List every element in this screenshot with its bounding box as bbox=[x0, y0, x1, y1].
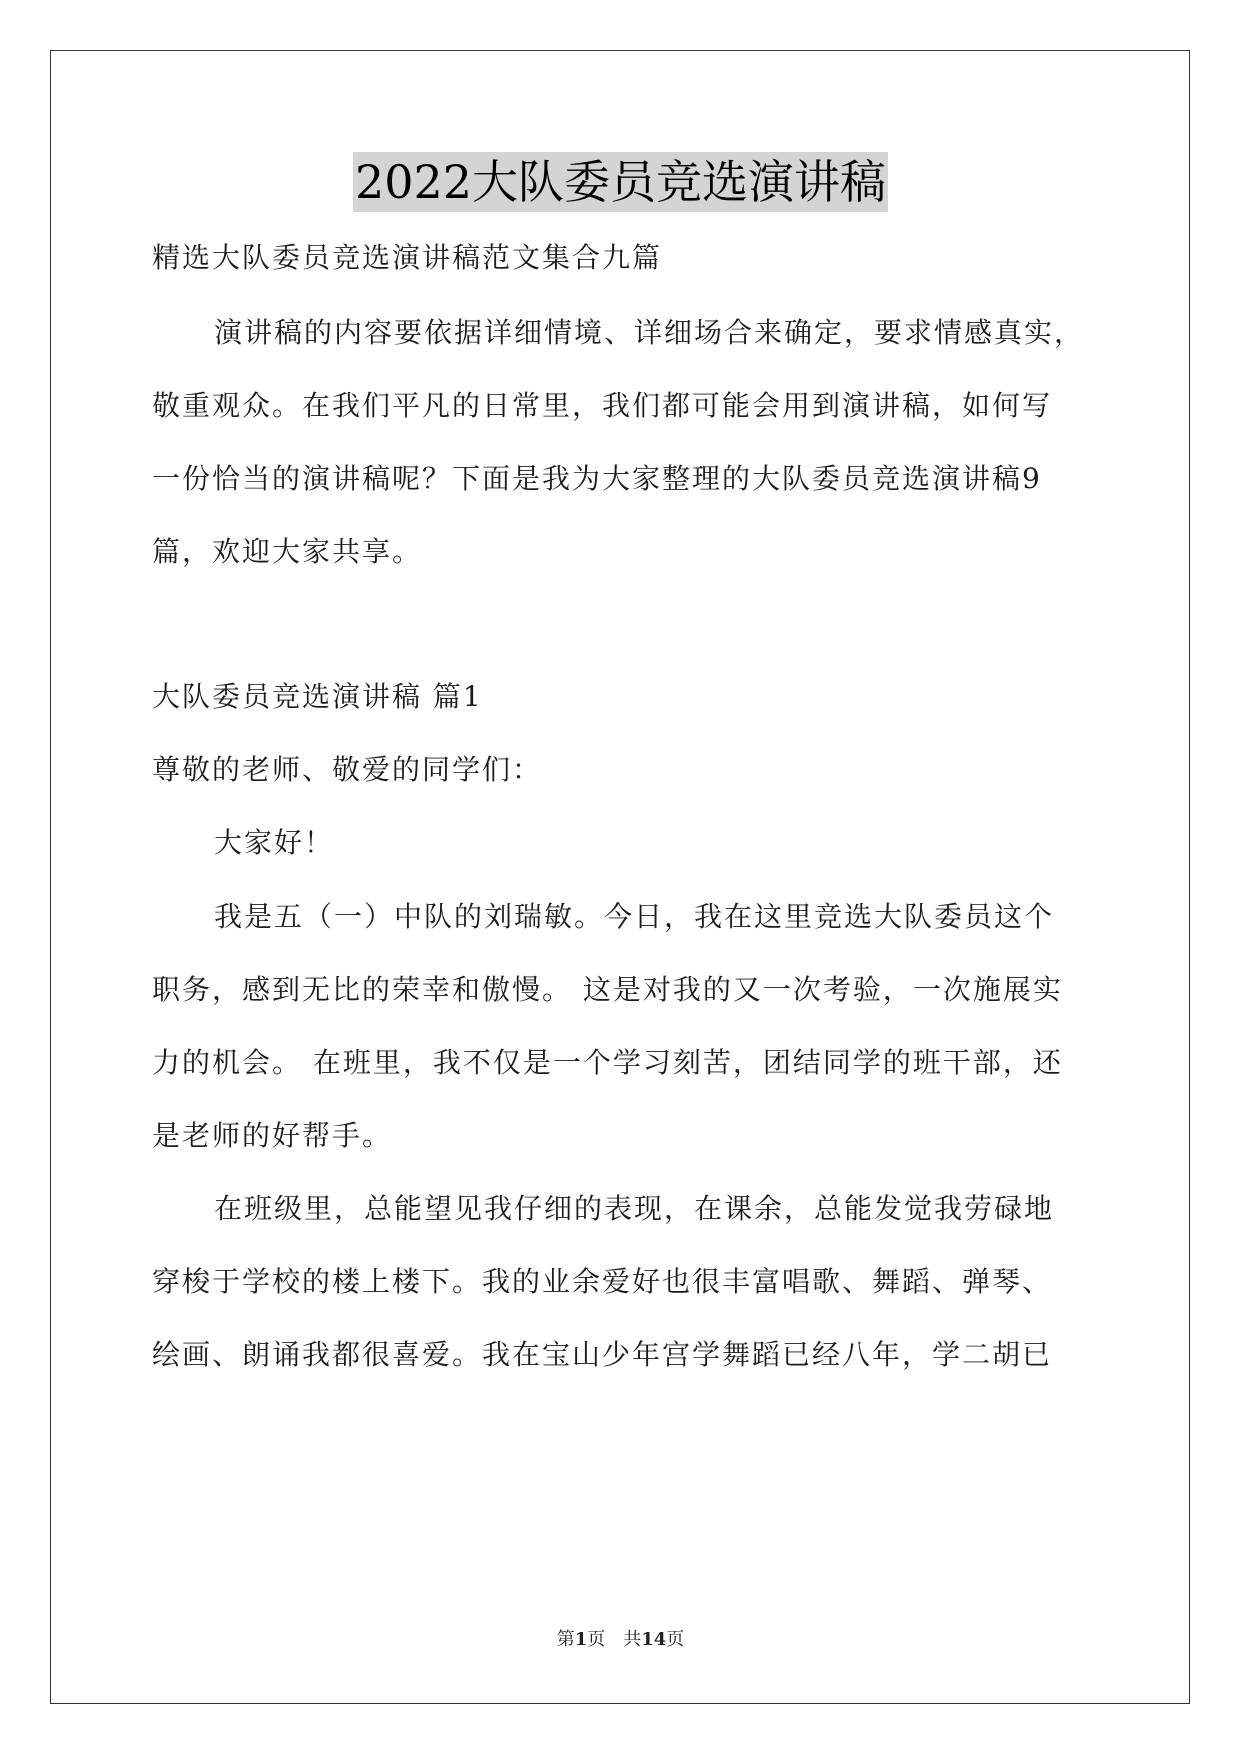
page-border bbox=[50, 50, 1190, 1704]
page-prefix: 第 bbox=[556, 1629, 575, 1650]
paragraph-line: 演讲稿的内容要依据详细情境、详细场合来确定，要求情感真实， bbox=[214, 316, 1085, 349]
paragraph-line: 一份恰当的演讲稿呢？下面是我为大家整理的大队委员竞选演讲稿9 bbox=[152, 462, 1042, 495]
paragraph-line: 职务，感到无比的荣幸和傲慢。 这是对我的又一次考验，一次施展实 bbox=[152, 973, 1063, 1006]
total-suffix: 页 bbox=[666, 1629, 685, 1650]
paragraph-line: 力的机会。 在班里，我不仅是一个学习刻苦，团结同学的班干部，还 bbox=[152, 1046, 1063, 1079]
paragraph-line: 穿梭于学校的楼上楼下。我的业余爱好也很丰富唱歌、舞蹈、弹琴、 bbox=[152, 1265, 1053, 1298]
total-pages: 14 bbox=[641, 1629, 667, 1650]
salutation-line: 尊敬的老师、敬爱的同学们： bbox=[152, 753, 543, 786]
paragraph-line: 我是五（一）中队的刘瑞敏。今日，我在这里竞选大队委员这个 bbox=[214, 900, 1055, 933]
document-title: 2022大队委员竞选演讲稿 bbox=[353, 152, 888, 212]
subtitle-line: 精选大队委员竞选演讲稿范文集合九篇 bbox=[152, 241, 663, 274]
greeting-line: 大家好！ bbox=[214, 826, 335, 859]
title-container bbox=[0, 152, 1241, 212]
paragraph-line: 是老师的好帮手。 bbox=[152, 1119, 393, 1152]
paragraph-line: 绘画、朗诵我都很喜爱。我在宝山少年宫学舞蹈已经八年，学二胡已 bbox=[152, 1338, 1053, 1371]
total-prefix: 共 bbox=[623, 1629, 642, 1650]
page-suffix: 页 bbox=[587, 1629, 606, 1650]
paragraph-line: 篇，欢迎大家共享。 bbox=[152, 535, 423, 568]
section-heading: 大队委员竞选演讲稿 篇1 bbox=[152, 680, 483, 713]
paragraph-line: 敬重观众。在我们平凡的日常里，我们都可能会用到演讲稿，如何写 bbox=[152, 389, 1053, 422]
page-footer bbox=[0, 1628, 1241, 1652]
paragraph-line: 在班级里，总能望见我仔细的表现，在课余，总能发觉我劳碌地 bbox=[214, 1192, 1055, 1225]
page-number: 1 bbox=[574, 1629, 588, 1650]
